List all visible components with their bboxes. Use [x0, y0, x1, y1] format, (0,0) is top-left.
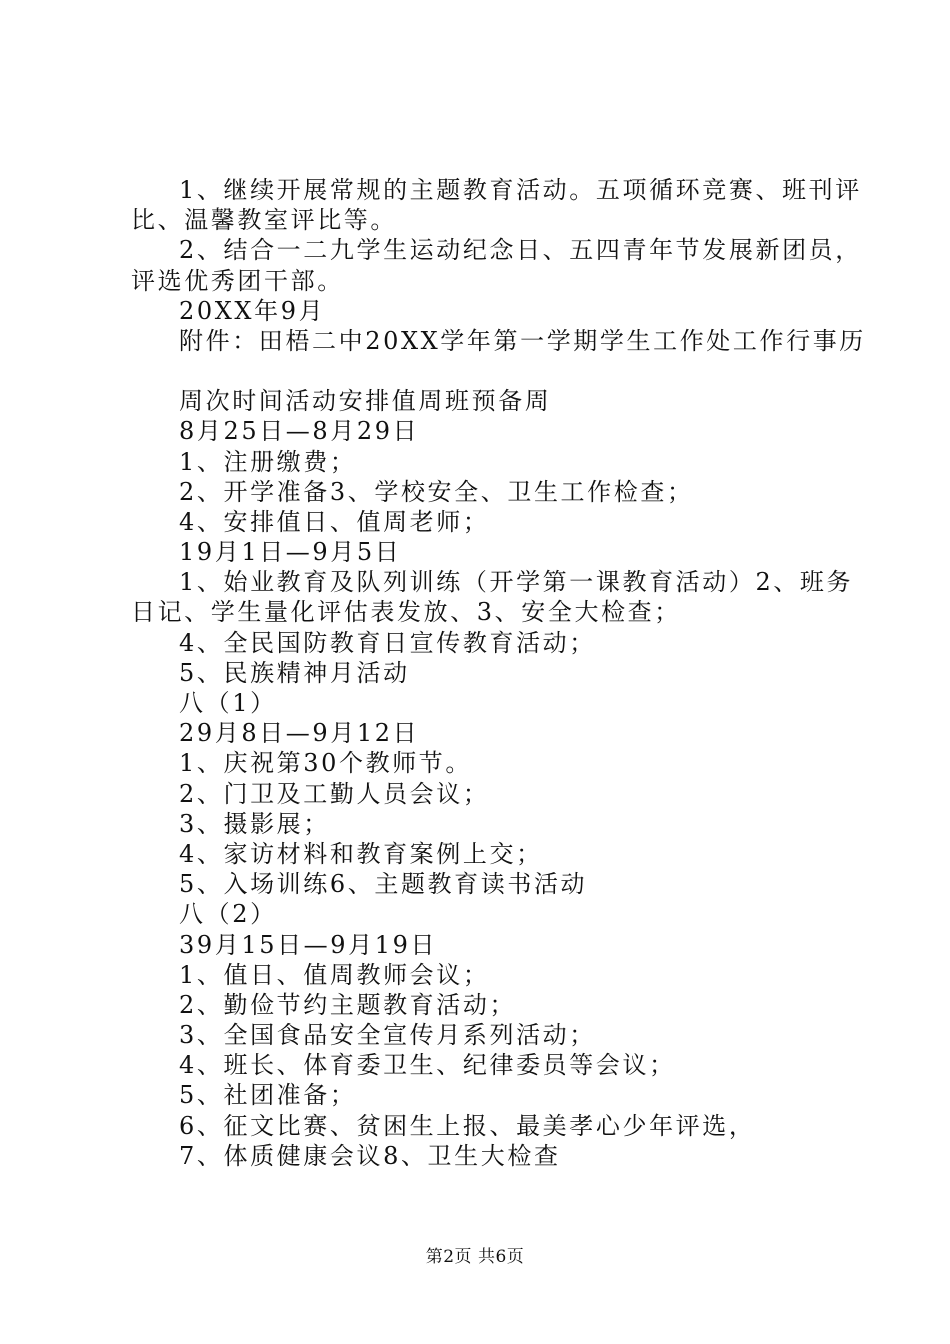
- page-number-footer: 第2页 共6页: [425, 1247, 525, 1267]
- schedule-line: 39月15日—9月19日: [179, 930, 438, 959]
- schedule-line: 5、入场训练6、主题教育读书活动: [179, 870, 588, 899]
- schedule-line: 八（1）: [179, 689, 277, 717]
- schedule-line: 3、全国食品安全宣传月系列活动；: [179, 1021, 596, 1050]
- schedule-line: 1、庆祝第30个教师节。: [179, 749, 473, 778]
- schedule-line: 2、门卫及工勤人员会议；: [179, 779, 490, 808]
- schedule-line: 日记、学生量化评估表发放、3、安全大检查；: [131, 598, 681, 627]
- schedule-line: 5、民族精神月活动: [179, 658, 410, 687]
- schedule-line: 2、勤俭节约主题教育活动；: [179, 990, 517, 1019]
- schedule-line: 4、家访材料和教育案例上交；: [179, 839, 543, 868]
- date-line: 20XX年9月: [179, 296, 326, 325]
- schedule-header: 周次时间活动安排值周班预备周: [179, 387, 552, 416]
- schedule-line: 8月25日—8月29日: [179, 417, 420, 446]
- document-body: [131, 175, 866, 1171]
- schedule-line: 3、摄影展；: [179, 809, 330, 838]
- schedule-line: 1、始业教育及队列训练（开学第一课教育活动）2、班务: [179, 568, 854, 597]
- schedule-line: 7、体质健康会议8、卫生大检查: [179, 1141, 561, 1170]
- schedule-line: 5、社团准备；: [179, 1081, 357, 1110]
- schedule-line: 19月1日—9月5日: [179, 538, 402, 567]
- schedule-line: 4、全民国防教育日宣传教育活动；: [179, 628, 596, 657]
- schedule-line: 6、征文比赛、贫困生上报、最美孝心少年评选，: [179, 1111, 756, 1140]
- paragraph-line: 评选优秀团干部。: [131, 266, 344, 295]
- schedule-line: 29月8日—9月12日: [179, 719, 420, 748]
- paragraph-line: 比、温馨教室评比等。: [131, 206, 397, 235]
- paragraph-line: 2、结合一二九学生运动纪念日、五四青年节发展新团员，: [179, 236, 862, 265]
- schedule-line: 2、开学准备3、学校安全、卫生工作检查；: [179, 477, 694, 506]
- schedule-line: 1、值日、值周教师会议；: [179, 960, 490, 989]
- schedule-line: 1、注册缴费；: [179, 447, 357, 476]
- attachment-title: 附件：田梧二中20XX学年第一学期学生工作处工作行事历: [179, 326, 866, 355]
- blank-line: [131, 356, 831, 386]
- schedule-line: 八（2）: [179, 900, 277, 929]
- schedule-line: 4、安排值日、值周老师；: [179, 507, 490, 536]
- paragraph-line: 1、继续开展常规的主题教育活动。五项循环竞赛、班刊评: [179, 176, 862, 204]
- schedule-line: 4、班长、体育委卫生、纪律委员等会议；: [179, 1051, 676, 1080]
